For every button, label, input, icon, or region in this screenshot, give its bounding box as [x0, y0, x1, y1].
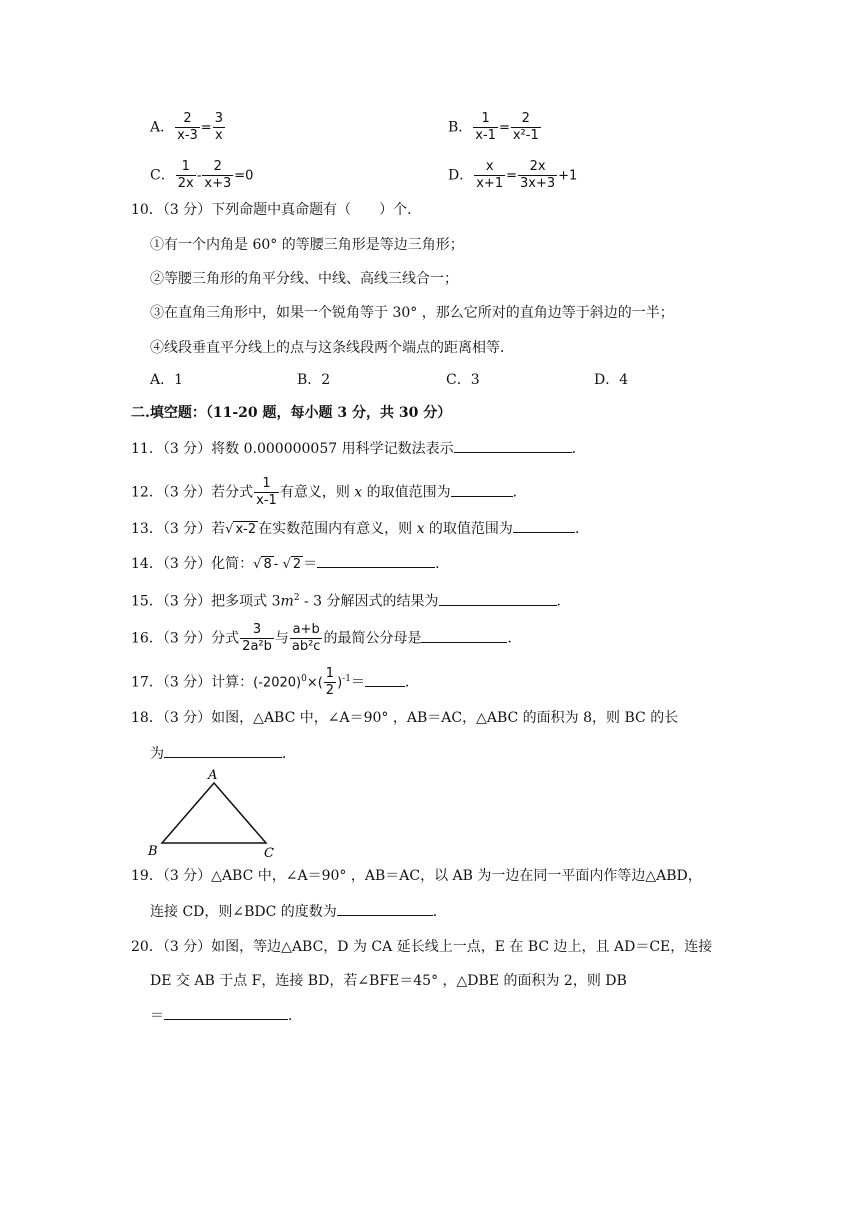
- denominator: x-3: [177, 128, 198, 143]
- numerator: 2: [183, 111, 192, 126]
- answer-blank[interactable]: [439, 591, 557, 606]
- q10-option-a: A．1: [150, 372, 184, 388]
- numerator: x: [485, 159, 494, 174]
- equals: =: [506, 168, 517, 184]
- q10-option-c: C．3: [446, 372, 480, 388]
- radicand: 8: [263, 557, 272, 572]
- q15: [131, 588, 571, 612]
- q17-end: ．: [404, 674, 419, 691]
- q19-end: ．: [432, 904, 447, 920]
- q13-end: ．: [574, 521, 589, 537]
- q9-option-d: [448, 159, 577, 192]
- q13-mid: 在实数范围内有意义，则: [258, 521, 417, 537]
- q20-end: ．: [288, 1008, 302, 1024]
- q14: [131, 553, 449, 575]
- option-label: A．: [150, 119, 175, 136]
- q18-end: ．: [282, 746, 296, 762]
- close-paren: ): [337, 675, 343, 691]
- denominator: 2x: [177, 176, 194, 191]
- denominator: x+1: [476, 176, 504, 191]
- q19-line2: [150, 901, 447, 922]
- q13-pre: 13．（3 分）若: [131, 521, 226, 537]
- q10-item-4: ④线段垂直平分线上的点与这条线段两个端点的距离相等．: [150, 340, 514, 356]
- q11: [131, 438, 586, 459]
- q14-end: ．: [435, 556, 450, 572]
- q18-line1: 18．（3 分）如图，△ABC 中，∠A＝90° ，AB＝AC，△ABC 的面积为 8，则 BC 的长: [131, 710, 679, 726]
- fraction: [473, 111, 498, 144]
- q11-end: ．: [571, 441, 586, 457]
- fraction: [324, 666, 336, 699]
- q12-post: 的取值范围为: [362, 484, 451, 501]
- numerator: 2: [521, 111, 530, 126]
- q19-line2-pre: 连接 CD，则∠BDC 的度数为: [150, 904, 337, 920]
- numerator: a+b: [292, 622, 320, 637]
- q12: [131, 476, 527, 509]
- q16-pre: 16．（3 分）分式: [131, 630, 240, 647]
- q16-post: 的最简公分母是: [323, 630, 422, 647]
- variable: m: [280, 593, 294, 610]
- fraction: [175, 111, 200, 144]
- q20-line3: [150, 1005, 302, 1026]
- q9-option-a: [150, 111, 226, 144]
- radical: √ x-2: [225, 522, 257, 537]
- denominator: x: [213, 127, 225, 144]
- numerator: 1: [325, 666, 335, 681]
- fraction: [474, 159, 505, 192]
- tail: =0: [234, 168, 254, 184]
- fraction: [176, 159, 196, 192]
- answer-blank[interactable]: [317, 553, 435, 568]
- numerator: 3: [214, 111, 223, 126]
- q16: [131, 622, 521, 655]
- option-label: D．: [448, 167, 474, 184]
- q10-item-2: ②等腰三角形的角平分线、中线、高线三线合一；: [150, 271, 458, 287]
- exponent: 0: [301, 673, 307, 684]
- vertex-label-c: C: [264, 846, 274, 861]
- q9-option-b: [448, 111, 542, 144]
- q20-line2: DE 交 AB 于点 F，连接 BD，若∠BFE＝45° ，△DBE 的面积为 2，则 DB: [150, 973, 627, 989]
- denominator: x+3: [204, 176, 232, 191]
- variable: x: [416, 521, 425, 537]
- option-label: C．: [150, 167, 175, 184]
- answer-blank[interactable]: [454, 438, 572, 453]
- vertex-label-a: A: [208, 768, 218, 783]
- numerator: 1: [181, 159, 190, 174]
- triangle-figure: [144, 767, 284, 862]
- option-label: B．: [448, 119, 473, 136]
- fraction: [213, 111, 225, 144]
- fraction: [254, 476, 279, 509]
- exponent: -1: [342, 673, 351, 684]
- q20-line3-pre: ＝: [150, 1008, 164, 1024]
- q12-mid: 有意义，则: [279, 484, 355, 501]
- q19-line1: 19．（3 分）△ABC 中，∠A＝90° ，AB＝AC，以 AB 为一边在同一平面内作等边△ABD，: [131, 868, 702, 884]
- equals: =: [498, 120, 510, 136]
- operator: -: [196, 168, 202, 184]
- q10-item-3: ③在直角三角形中，如果一个锐角等于 30° ，那么它所对的直角边等于斜边的一半；: [150, 305, 674, 321]
- answer-blank[interactable]: [513, 518, 575, 533]
- q11-text: 11．（3 分）将数 0.000000057 用科学记数法表示: [131, 441, 454, 457]
- base: (-2020): [253, 675, 302, 691]
- q12-end: ．: [512, 484, 527, 501]
- q14-post: ＝: [303, 556, 318, 572]
- q17: [131, 666, 419, 699]
- answer-blank[interactable]: [164, 743, 282, 758]
- fraction: [518, 159, 557, 192]
- equals: =: [200, 120, 212, 136]
- q9-option-c: [150, 159, 253, 192]
- q10-item-1: ①有一个内角是 60° 的等腰三角形是等边三角形；: [150, 237, 464, 253]
- denominator: x-1: [475, 128, 496, 143]
- numerator: 2x: [529, 159, 546, 174]
- q14-pre: 14．（3 分）化简：: [131, 556, 254, 572]
- vertex-label-b: B: [148, 844, 158, 859]
- q12-pre: 12．（3 分）若分式: [131, 484, 254, 501]
- q18-line2-pre: 为: [150, 746, 164, 762]
- numerator: 3: [252, 622, 262, 637]
- q10-option-d: D．4: [594, 372, 629, 388]
- answer-blank[interactable]: [337, 901, 433, 916]
- denominator: x²-1: [512, 128, 539, 143]
- fraction: [240, 622, 274, 655]
- q15-end: ．: [556, 593, 571, 610]
- q17-post: ＝: [350, 674, 365, 691]
- minus: -: [273, 557, 283, 572]
- denominator: x-1: [256, 493, 277, 508]
- fraction: [290, 622, 323, 655]
- numerator: 1: [481, 111, 490, 126]
- fraction: [202, 159, 233, 192]
- triangle-abc: [162, 783, 266, 843]
- exponent: 2: [293, 593, 300, 603]
- q10-option-b: B．2: [297, 372, 331, 388]
- answer-blank[interactable]: [365, 672, 405, 687]
- q18-line2: [150, 743, 296, 764]
- answer-blank[interactable]: [164, 1005, 288, 1020]
- radical: √ 2: [282, 557, 302, 572]
- q13-post: 的取值范围为: [424, 521, 513, 537]
- denominator: 2a²b: [242, 639, 272, 654]
- denominator: ab²c: [291, 639, 321, 654]
- times: ×(: [306, 675, 323, 691]
- q13: [131, 518, 589, 540]
- radical: √ 8: [253, 557, 272, 572]
- q16-mid: 与: [274, 630, 289, 647]
- q15-post: - 3 分解因式的结果为: [299, 593, 439, 610]
- tail: +1: [558, 168, 578, 184]
- denominator: 2: [325, 683, 335, 698]
- variable: x: [354, 484, 363, 501]
- q16-end: ．: [507, 630, 522, 647]
- numerator: 2: [213, 159, 222, 174]
- q10-stem: 10．（3 分）下列命题中真命题有（ ）个．: [131, 202, 422, 218]
- radicand: x-2: [235, 522, 257, 537]
- answer-blank[interactable]: [421, 628, 507, 643]
- answer-blank[interactable]: [451, 482, 513, 497]
- q20-line1: 20．（3 分）如图，等边△ABC，D 为 CA 延长线上一点，E 在 BC 边上，且 AD＝CE，连接: [131, 939, 713, 955]
- denominator: 3x+3: [520, 176, 556, 191]
- section-title: 二.填空题：（11-20 题，每小题 3 分，共 30 分）: [131, 405, 452, 421]
- q15-pre: 15．（3 分）把多项式 3: [131, 593, 281, 610]
- fraction: [511, 111, 541, 144]
- radicand: 2: [292, 557, 302, 572]
- q17-pre: 17．（3 分）计算：: [131, 674, 254, 691]
- numerator: 1: [262, 476, 271, 491]
